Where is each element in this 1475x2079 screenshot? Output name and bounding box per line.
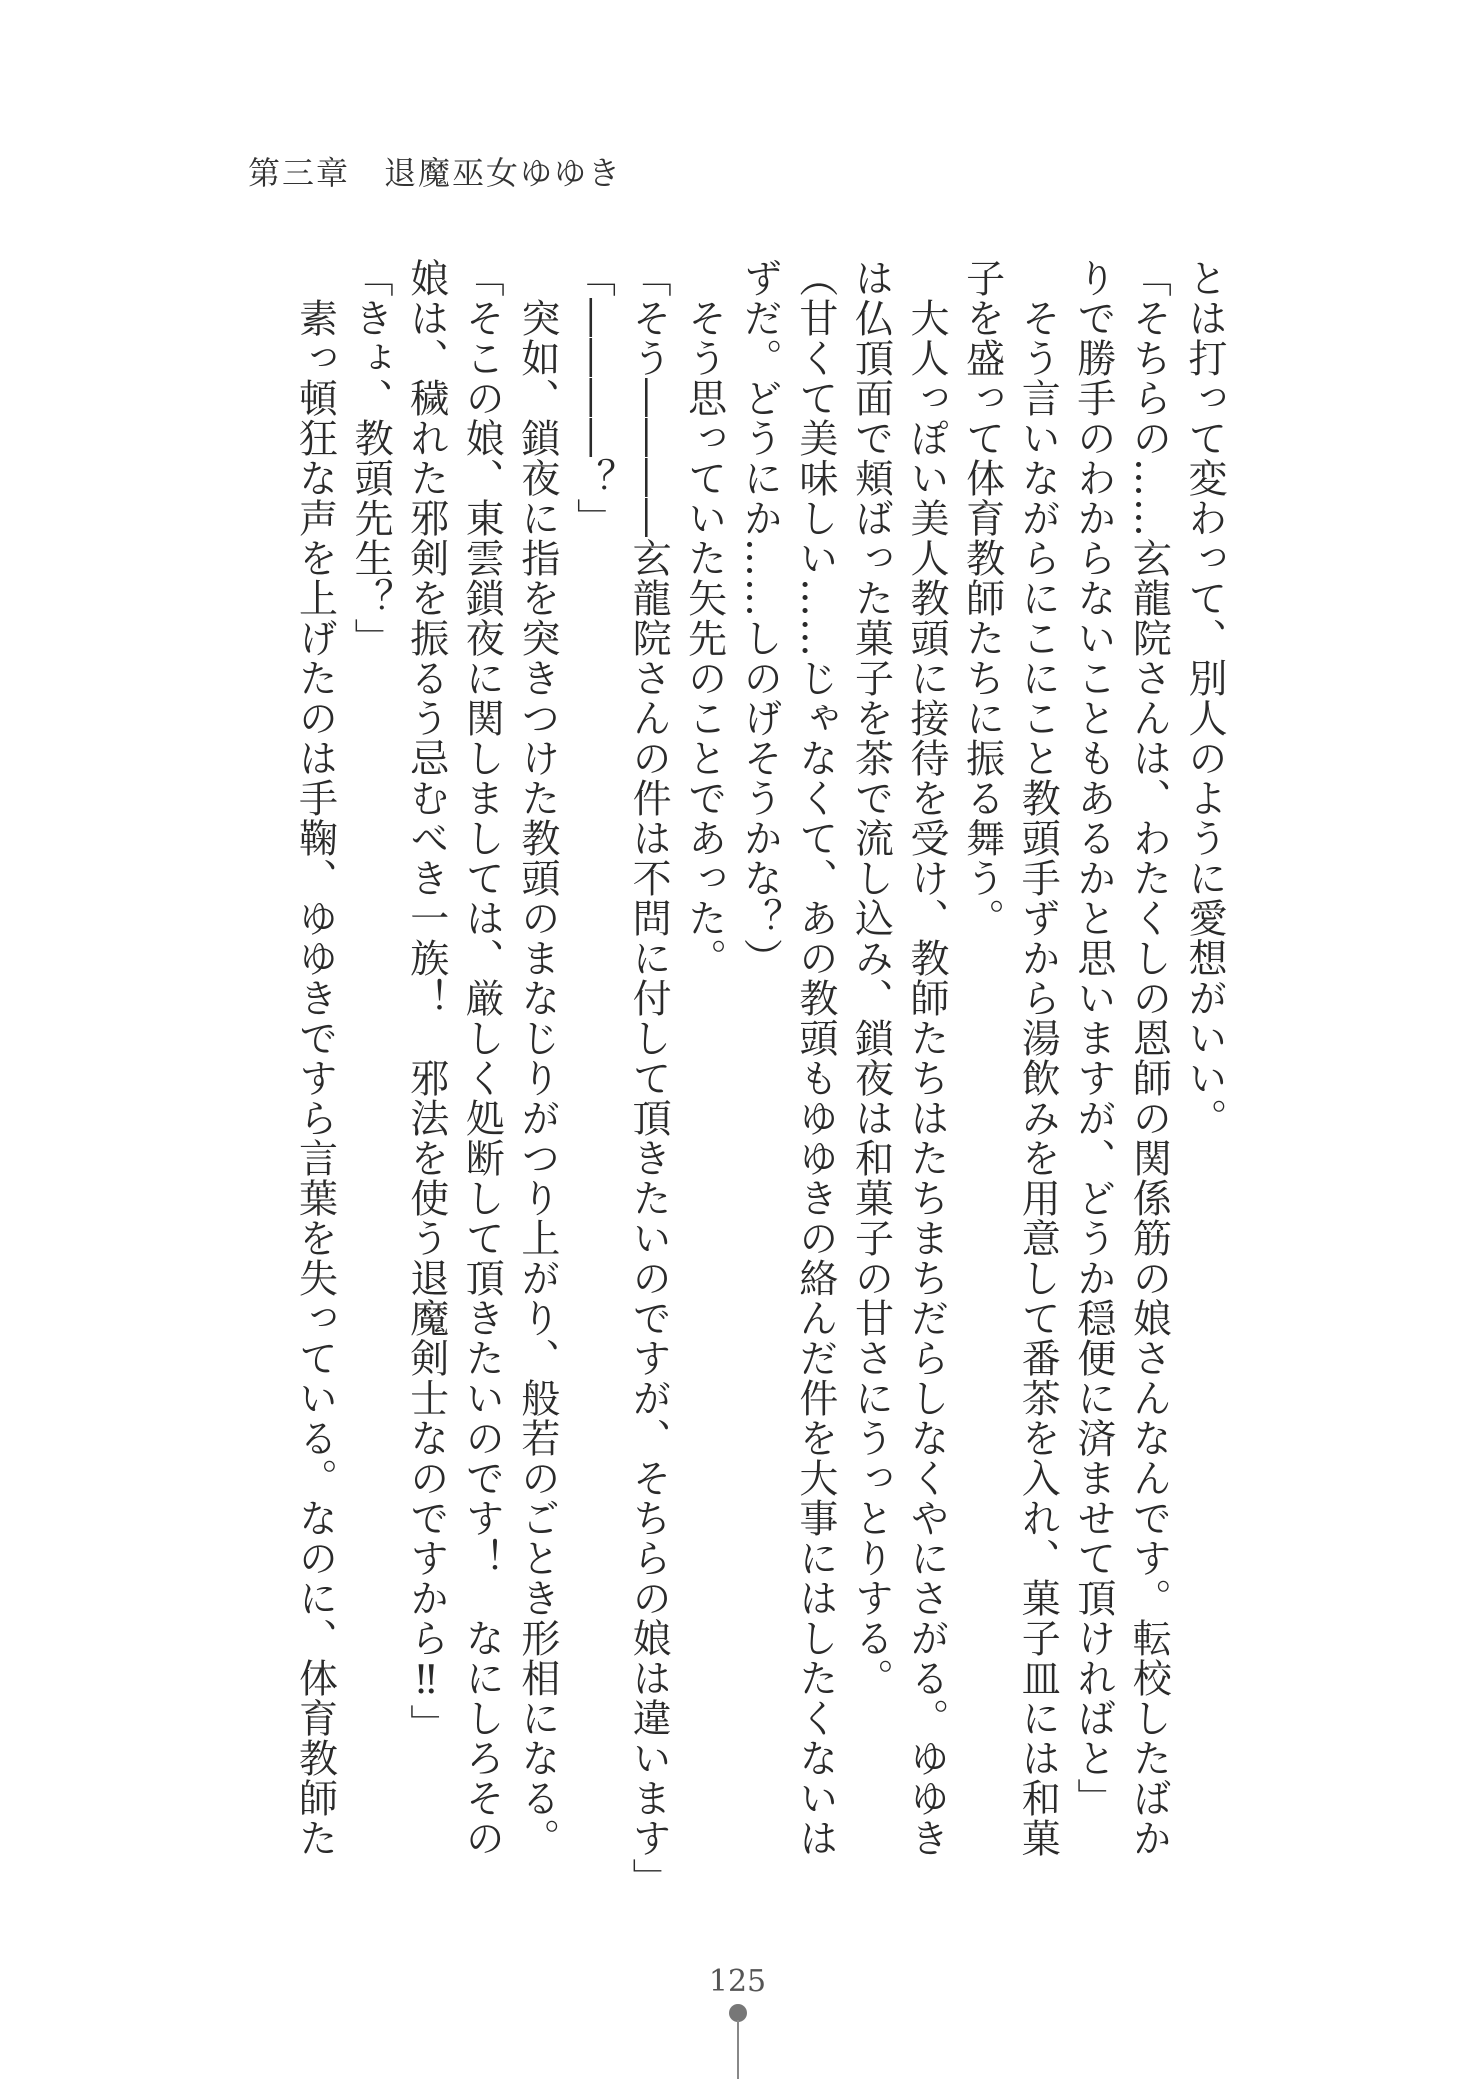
text-line: そう言いながらにこにこと教頭手ずから湯飲みを用意して番茶を入れ、菓子皿には和菓 (1015, 258, 1061, 1858)
running-head: 第三章 退魔巫女ゆゆき (248, 154, 623, 192)
text-line: 「そこの娘、東雲鎖夜に関しましては、厳しく処断して頂きたいのです！ なにしろその (459, 258, 505, 1858)
body-text (287, 258, 1232, 1898)
text-line: ずだ。どうにか……しのげそうかな？） (737, 258, 783, 978)
text-line: 「きょ、教頭先生？」 (348, 258, 394, 658)
text-line: とは打って変わって、別人のように愛想がいい。 (1182, 258, 1227, 1138)
folio-stem-ornament (737, 2020, 739, 2079)
text-line: りで勝手のわからないこともあるかと思いますが、どうか穏便に済ませて頂ければと」 (1070, 258, 1116, 1818)
text-line: 素っ頓狂な声を上げたのは手鞠、ゆゆきですら言葉を失っている。なのに、体育教師た (292, 258, 338, 1858)
text-line: 子を盛って体育教師たちに振る舞う。 (959, 258, 1005, 938)
text-line: 「そう――――玄龍院さんの件は不問に付して頂きたいのですが、そちらの娘は違います」 (626, 258, 672, 1898)
text-line: 娘は、穢れた邪剣を振るう忌むべき一族！ 邪法を使う退魔剣士なのですから‼」 (403, 258, 449, 1744)
text-line: 「そちらの……玄龍院さんは、わたくしの恩師の関係筋の娘さんなんです。転校したばか (1126, 258, 1172, 1858)
text-line: 大人っぽい美人教頭に接待を受け、教師たちはたちまちだらしなくやにさがる。ゆゆき (904, 258, 950, 1858)
text-line: は仏頂面で頬ばった菓子を茶で流し込み、鎖夜は和菓子の甘さにうっとりする。 (848, 258, 894, 1698)
text-line: （甘くて美味しい……じゃなくて、あの教頭もゆゆきの絡んだ件を大事にはしたくないは (792, 258, 838, 1858)
text-line: 「――――？」 (570, 258, 616, 538)
text-line: そう思っていた矢先のことであった。 (681, 258, 727, 978)
page-number: 125 (708, 1964, 767, 1999)
text-line: 突如、鎖夜に指を突きつけた教頭のまなじりがつり上がり、般若のごとき形相になる。 (514, 258, 560, 1858)
